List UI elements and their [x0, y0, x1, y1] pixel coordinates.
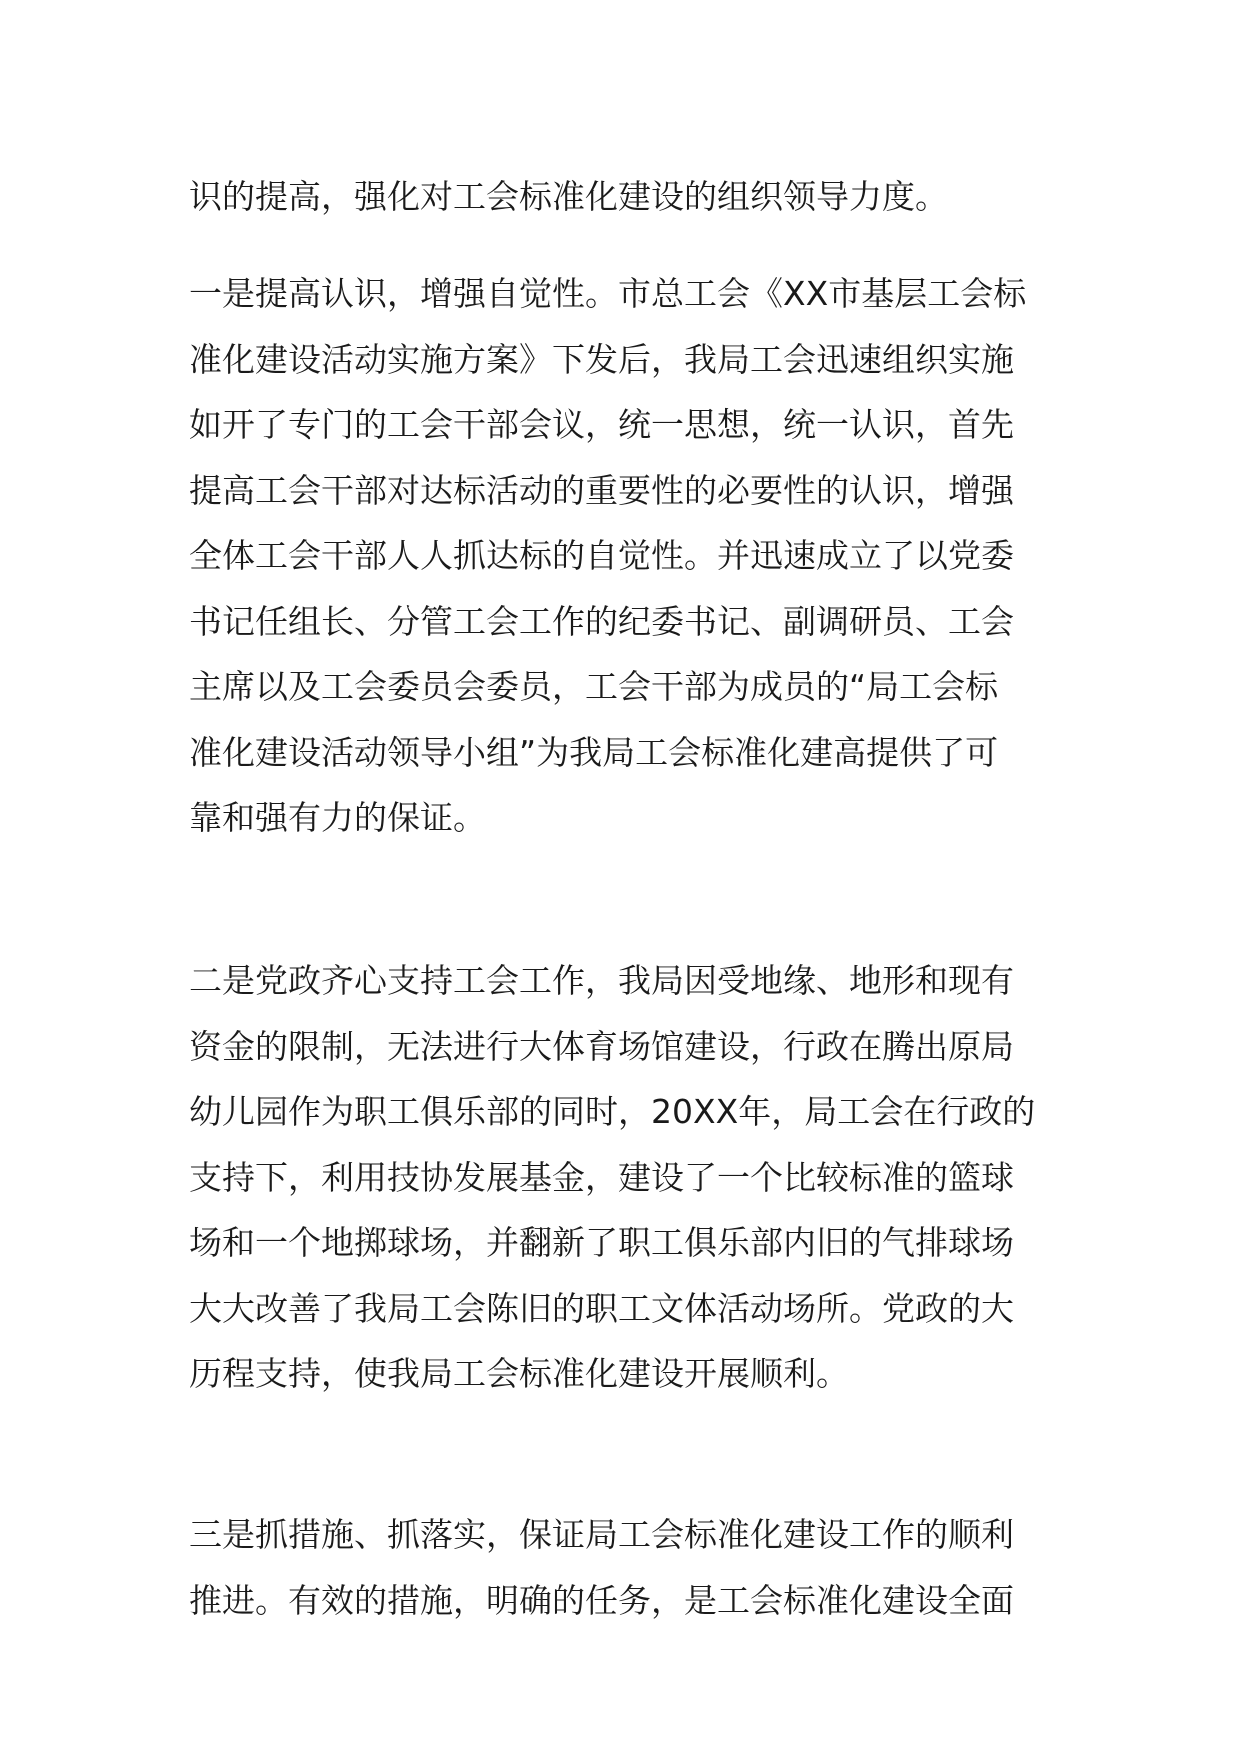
text-line: 准化建设活动实施方案》下发后，我局工会迅速组织实施	[189, 339, 1014, 379]
text-line: 靠和强有力的保证。	[189, 798, 486, 837]
text-line: 推进。有效的措施，明确的任务，是工会标准化建设全面	[189, 1580, 1014, 1620]
paragraph-second-point	[189, 948, 1059, 1407]
text-line: 资金的限制，无法进行大体育场馆建设，行政在腾出原局	[189, 1026, 1014, 1066]
text-line: 主席以及工会委员会委员，工会干部为成员的“局工会标	[189, 667, 999, 706]
text-line: 准化建设活动领导小组”为我局工会标准化建高提供了可	[189, 732, 999, 772]
text-line: 识的提高，强化对工会标准化建设的组织领导力度。	[189, 177, 948, 216]
text-line: 大大改善了我局工会陈旧的职工文体活动场所。党政的大	[189, 1288, 1014, 1328]
text-line: 场和一个地掷球场，并翻新了职工俱乐部内旧的气排球场	[189, 1223, 1014, 1262]
text-line: 书记任组长、分管工会工作的纪委书记、副调研员、工会	[189, 601, 1014, 641]
text-line: 支持下，利用技协发展基金，建设了一个比较标准的篮球	[189, 1157, 1014, 1197]
text-line: 幼儿园作为职工俱乐部的同时，20XX年，局工会在行政的	[189, 1092, 1036, 1131]
text-line: 三是抓措施、抓落实，保证局工会标准化建设工作的顺利	[189, 1515, 1014, 1554]
text-line: 一是提高认识，增强自觉性。市总工会《XX市基层工会标	[189, 274, 1027, 313]
paragraph-third-point	[189, 1502, 1059, 1633]
text-line: 历程支持，使我局工会标准化建设开展顺利。	[189, 1354, 849, 1393]
paragraph-first-point	[189, 261, 1059, 851]
text-line: 二是党政齐心支持工会工作，我局因受地缘、地形和现有	[189, 961, 1014, 1000]
text-line: 全体工会干部人人抓达标的自觉性。并迅速成立了以党委	[189, 536, 1014, 575]
text-line: 如开了专门的工会干部会议，统一思想，统一认识，首先	[189, 405, 1014, 444]
paragraph-intro	[189, 164, 1059, 230]
text-line: 提高工会干部对达标活动的重要性的必要性的认识，增强	[189, 470, 1014, 510]
